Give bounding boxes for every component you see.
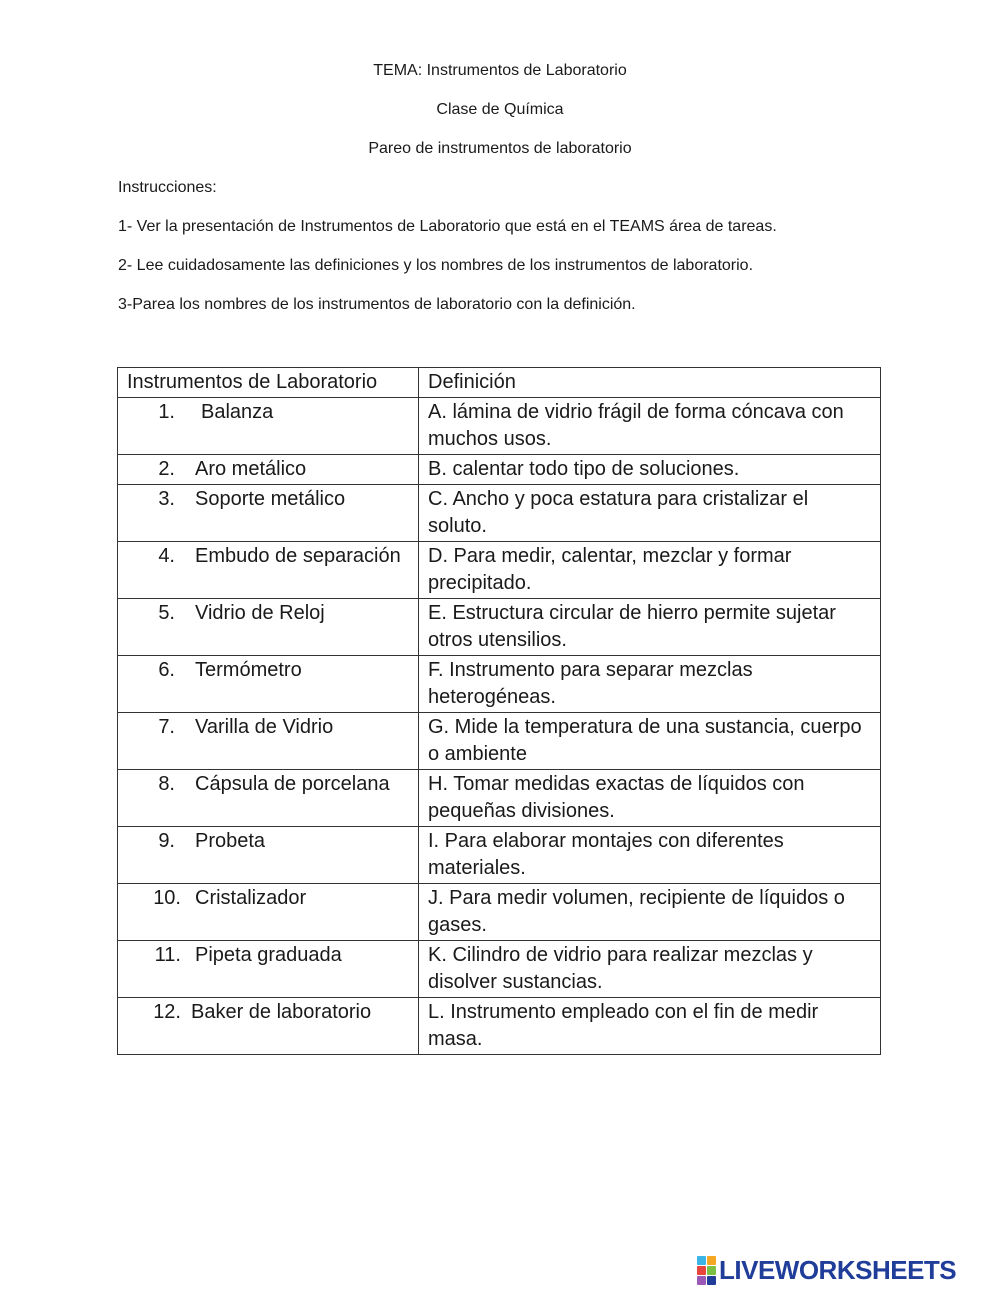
table-row (118, 656, 881, 713)
subtitle: Pareo de instrumentos de laboratorio (368, 140, 632, 157)
logo-block (707, 1256, 716, 1265)
item-number: 12. (153, 1001, 181, 1023)
instrument-cell (118, 770, 419, 827)
definition-cell: C. Ancho y poca estatura para cristalizar el soluto. (419, 485, 881, 542)
instrument-cell (118, 884, 419, 941)
table-row (118, 941, 881, 998)
logo-block (697, 1266, 706, 1275)
instrument-cell (118, 713, 419, 770)
logo-block (697, 1256, 706, 1265)
instrument-name: Baker de laboratorio (191, 1001, 372, 1023)
table-row (118, 884, 881, 941)
class-title: Clase de Química (436, 101, 564, 118)
instrument-cell (118, 485, 419, 542)
definition-cell: B. calentar todo tipo de soluciones. (419, 455, 881, 485)
header-definition: Definición (419, 368, 881, 398)
table-row (118, 398, 881, 455)
matching-table (117, 367, 881, 1055)
table-row (118, 542, 881, 599)
definition-cell: E. Estructura circular de hierro permite sujetar otros utensilios. (419, 599, 881, 656)
instrument-name: Termómetro (195, 659, 302, 681)
table-row (118, 455, 881, 485)
item-number: 9. (158, 830, 175, 852)
table-header-row (118, 368, 881, 398)
definition-cell: D. Para medir, calentar, mezclar y formar precipitado. (419, 542, 881, 599)
instructions-heading: Instrucciones: (118, 179, 217, 196)
table-row (118, 599, 881, 656)
instrument-name: Varilla de Vidrio (195, 716, 334, 738)
topic-title: TEMA: Instrumentos de Laboratorio (373, 62, 627, 79)
definition-cell: F. Instrumento para separar mezclas heterogéneas. (419, 656, 881, 713)
item-number: 7. (158, 716, 175, 738)
instrument-cell (118, 656, 419, 713)
header-instrument: Instrumentos de Laboratorio (118, 368, 419, 398)
definition-cell: L. Instrumento empleado con el fin de medir masa. (419, 998, 881, 1055)
instrument-name: Cápsula de porcelana (195, 773, 390, 795)
definition-cell: J. Para medir volumen, recipiente de líquidos o gases. (419, 884, 881, 941)
item-number: 3. (158, 488, 175, 510)
instrument-name: Embudo de separación (195, 545, 401, 567)
definition-cell: H. Tomar medidas exactas de líquidos con pequeñas divisiones. (419, 770, 881, 827)
definition-cell: I. Para elaborar montajes con diferentes materiales. (419, 827, 881, 884)
item-number: 8. (158, 773, 175, 795)
instrument-name: Soporte metálico (195, 488, 346, 510)
instrument-cell (118, 542, 419, 599)
item-number: 5. (158, 602, 175, 624)
instrument-name: Cristalizador (195, 887, 307, 909)
table-row (118, 998, 881, 1055)
instrument-name: Vidrio de Reloj (195, 602, 325, 624)
logo-blocks-icon (697, 1256, 716, 1285)
brand-name: LIVEWORKSHEETS (719, 1254, 957, 1285)
logo-block (697, 1276, 706, 1285)
item-number: 10. (153, 887, 181, 909)
definition-cell: K. Cilindro de vidrio para realizar mezclas y disolver sustancias. (419, 941, 881, 998)
item-number: 4. (158, 545, 175, 567)
table-row (118, 485, 881, 542)
instrument-cell (118, 455, 419, 485)
table-row (118, 713, 881, 770)
instrument-name: Pipeta graduada (195, 944, 342, 966)
table-row (118, 770, 881, 827)
instrument-cell (118, 827, 419, 884)
logo-block (707, 1266, 716, 1275)
instrument-cell (118, 998, 419, 1055)
definition-cell: A. lámina de vidrio frágil de forma cóncava con muchos usos. (419, 398, 881, 455)
logo-block (707, 1276, 716, 1285)
item-number: 2. (158, 458, 175, 480)
instrument-name: Probeta (195, 830, 266, 852)
instrument-cell (118, 599, 419, 656)
instrument-cell (118, 398, 419, 455)
item-number: 11. (154, 944, 181, 966)
table-row (118, 827, 881, 884)
instrument-cell (118, 941, 419, 998)
instrument-name: Balanza (201, 401, 274, 423)
definition-cell: G. Mide la temperatura de una sustancia, cuerpo o ambiente (419, 713, 881, 770)
liveworksheets-logo (697, 1255, 993, 1285)
item-number: 1. (158, 401, 175, 423)
instruction-step-2: 2- Lee cuidadosamente las definiciones y los nombres de los instrumentos de laboratorio. (118, 257, 754, 274)
instrument-name: Aro metálico (195, 458, 307, 480)
instruction-step-1: 1- Ver la presentación de Instrumentos de Laboratorio que está en el TEAMS área de tareas. (118, 218, 777, 235)
instruction-step-3: 3-Parea los nombres de los instrumentos de laboratorio con la definición. (118, 296, 636, 313)
item-number: 6. (158, 659, 175, 681)
